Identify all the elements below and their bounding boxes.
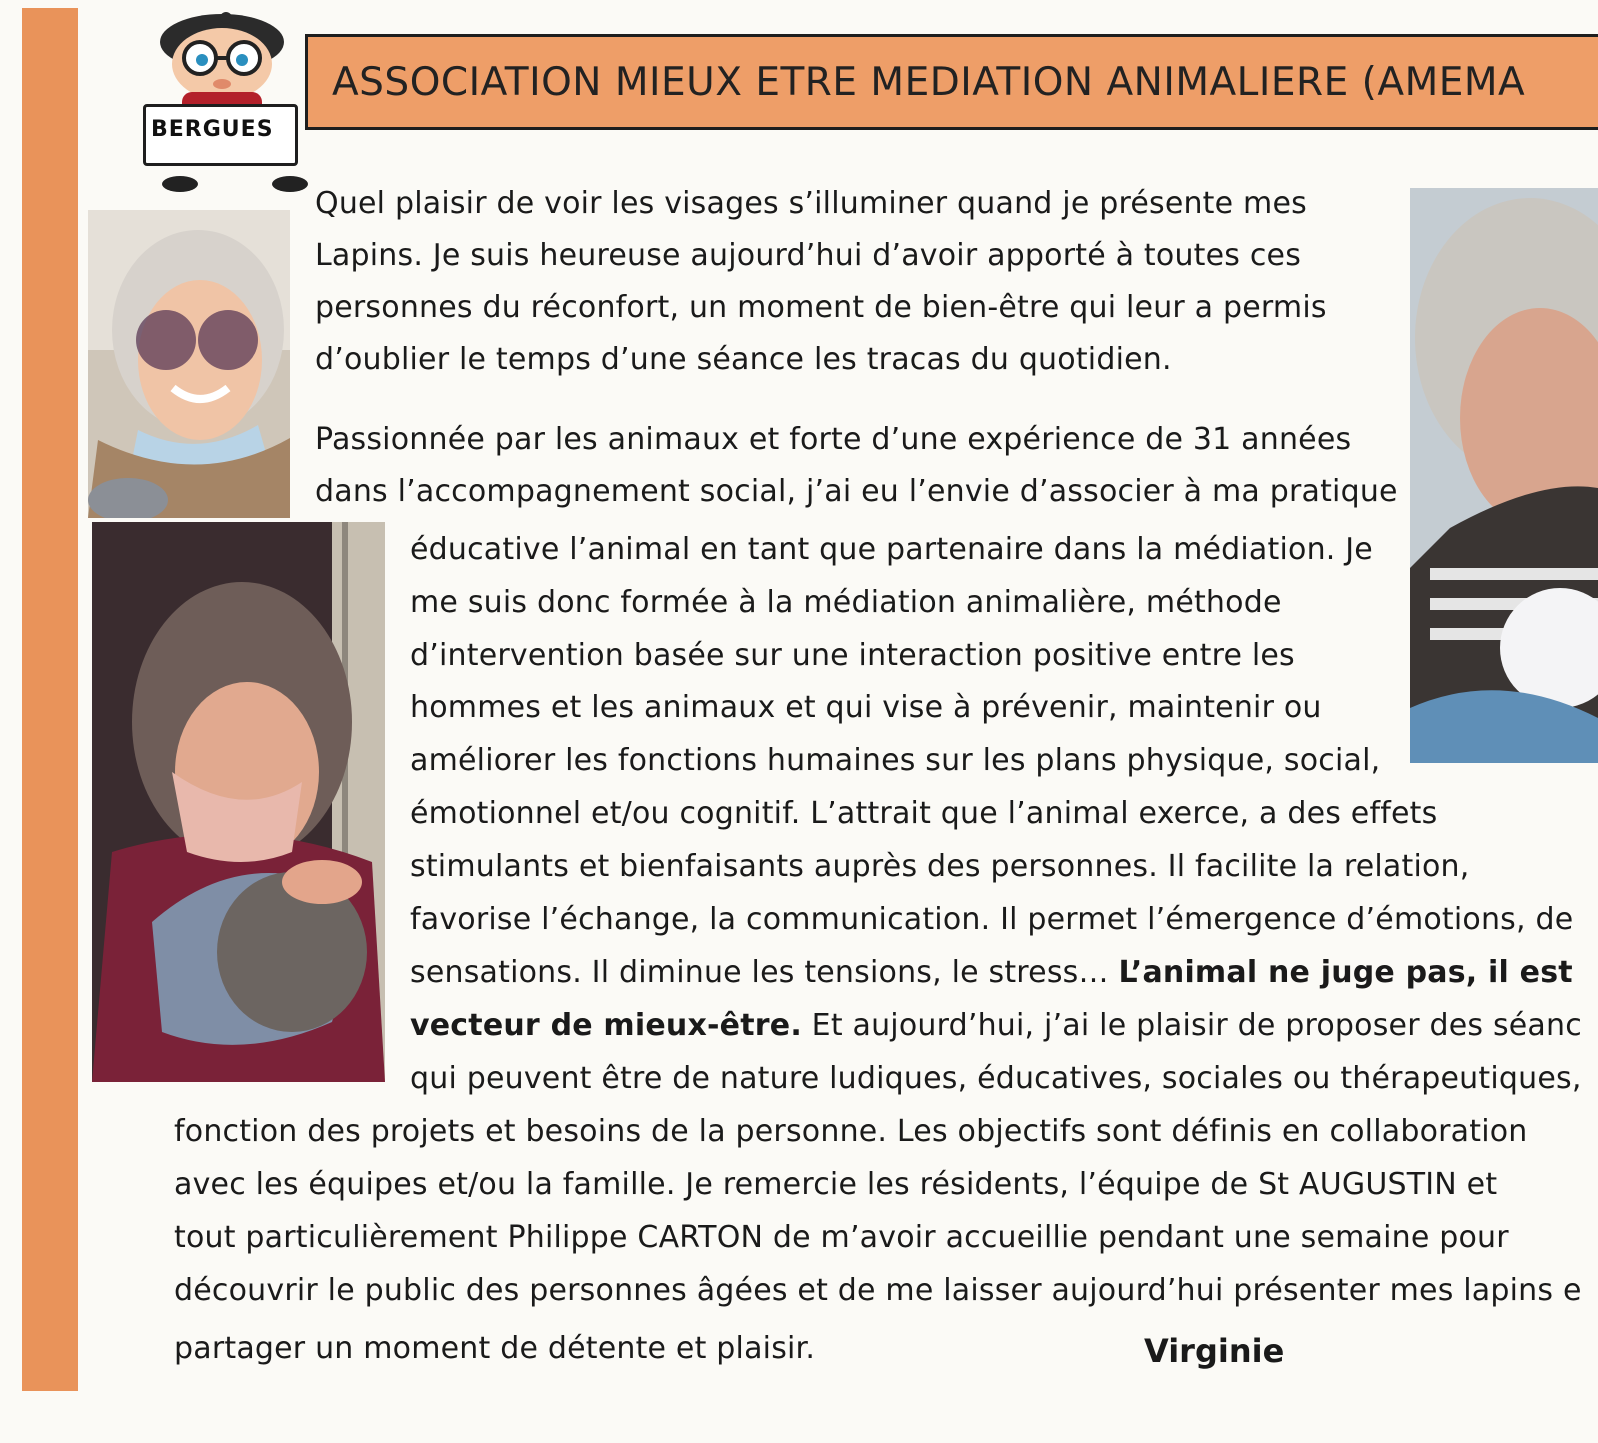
body-line-16 — [410, 1008, 1582, 1044]
body-line-11: améliorer les fonctions humaines sur les plans physique, social, — [410, 743, 1381, 778]
body-line-4: d’oublier le temps d’une séance les tracas du quotidien. — [315, 342, 1172, 377]
bergues-mascot-icon — [130, 6, 320, 196]
body-line-21: découvrir le public des personnes âgées et de me laisser aujourd’hui présenter mes lapins e — [174, 1273, 1582, 1308]
photo-woman-with-rabbit — [92, 522, 385, 1082]
body-line-7: éducative l’animal en tant que partenaire dans la médiation. Je — [410, 532, 1373, 567]
body-line-14: favorise l’échange, la communication. Il permet l’émergence d’émotions, de — [410, 902, 1574, 937]
title-banner — [305, 34, 1598, 130]
body-line-9: d’intervention basée sur une interaction positive entre les — [410, 638, 1295, 673]
body-line-12: émotionnel et/ou cognitif. L’attrait que l’animal exerce, a des effets — [410, 796, 1438, 831]
body-line-22: partager un moment de détente et plaisir. — [174, 1331, 816, 1366]
body-line-16-text: Et aujourd’hui, j’ai le plaisir de proposer des séanc — [801, 1008, 1582, 1043]
photo-smiling-woman — [88, 210, 290, 518]
emphasis-text-2: vecteur de mieux-être. — [410, 1008, 802, 1043]
body-line-8: me suis donc formée à la médiation animalière, méthode — [410, 585, 1282, 620]
body-line-5: Passionnée par les animaux et forte d’une expérience de 31 années — [315, 422, 1352, 457]
body-line-15 — [410, 955, 1573, 991]
body-line-19: avec les équipes et/ou la famille. Je remercie les résidents, l’équipe de St AUGUSTIN et — [174, 1167, 1498, 1202]
photo-woman-with-white-rabbit — [1410, 188, 1598, 763]
signature: Virginie — [1144, 1332, 1285, 1370]
body-line-6: dans l’accompagnement social, j’ai eu l’envie d’associer à ma pratique — [315, 474, 1398, 509]
body-line-13: stimulants et bienfaisants auprès des personnes. Il facilite la relation, — [410, 849, 1470, 884]
page-title: ASSOCIATION MIEUX ETRE MEDIATION ANIMALIERE (AMEMA — [332, 59, 1526, 105]
body-line-18: fonction des projets et besoins de la personne. Les objectifs sont définis en collaboration — [174, 1114, 1528, 1149]
body-line-2: Lapins. Je suis heureuse aujourd’hui d’avoir apporté à toutes ces — [315, 238, 1302, 273]
mascot-sign-label: BERGUES — [151, 117, 274, 142]
emphasis-text-1: L’animal ne juge pas, il est — [1118, 955, 1573, 990]
body-line-17: qui peuvent être de nature ludiques, éducatives, sociales ou thérapeutiques, — [410, 1061, 1582, 1096]
body-line-10: hommes et les animaux et qui vise à prévenir, maintenir ou — [410, 690, 1322, 725]
body-line-3: personnes du réconfort, un moment de bien-être qui leur a permis — [315, 290, 1327, 325]
body-line-20: tout particulièrement Philippe CARTON de m’avoir accueillie pendant une semaine pour — [174, 1220, 1509, 1255]
body-line-15-text: sensations. Il diminue les tensions, le stress… — [410, 955, 1119, 990]
body-line-1: Quel plaisir de voir les visages s’illuminer quand je présente mes — [315, 186, 1307, 221]
left-orange-stripe — [22, 8, 78, 1391]
